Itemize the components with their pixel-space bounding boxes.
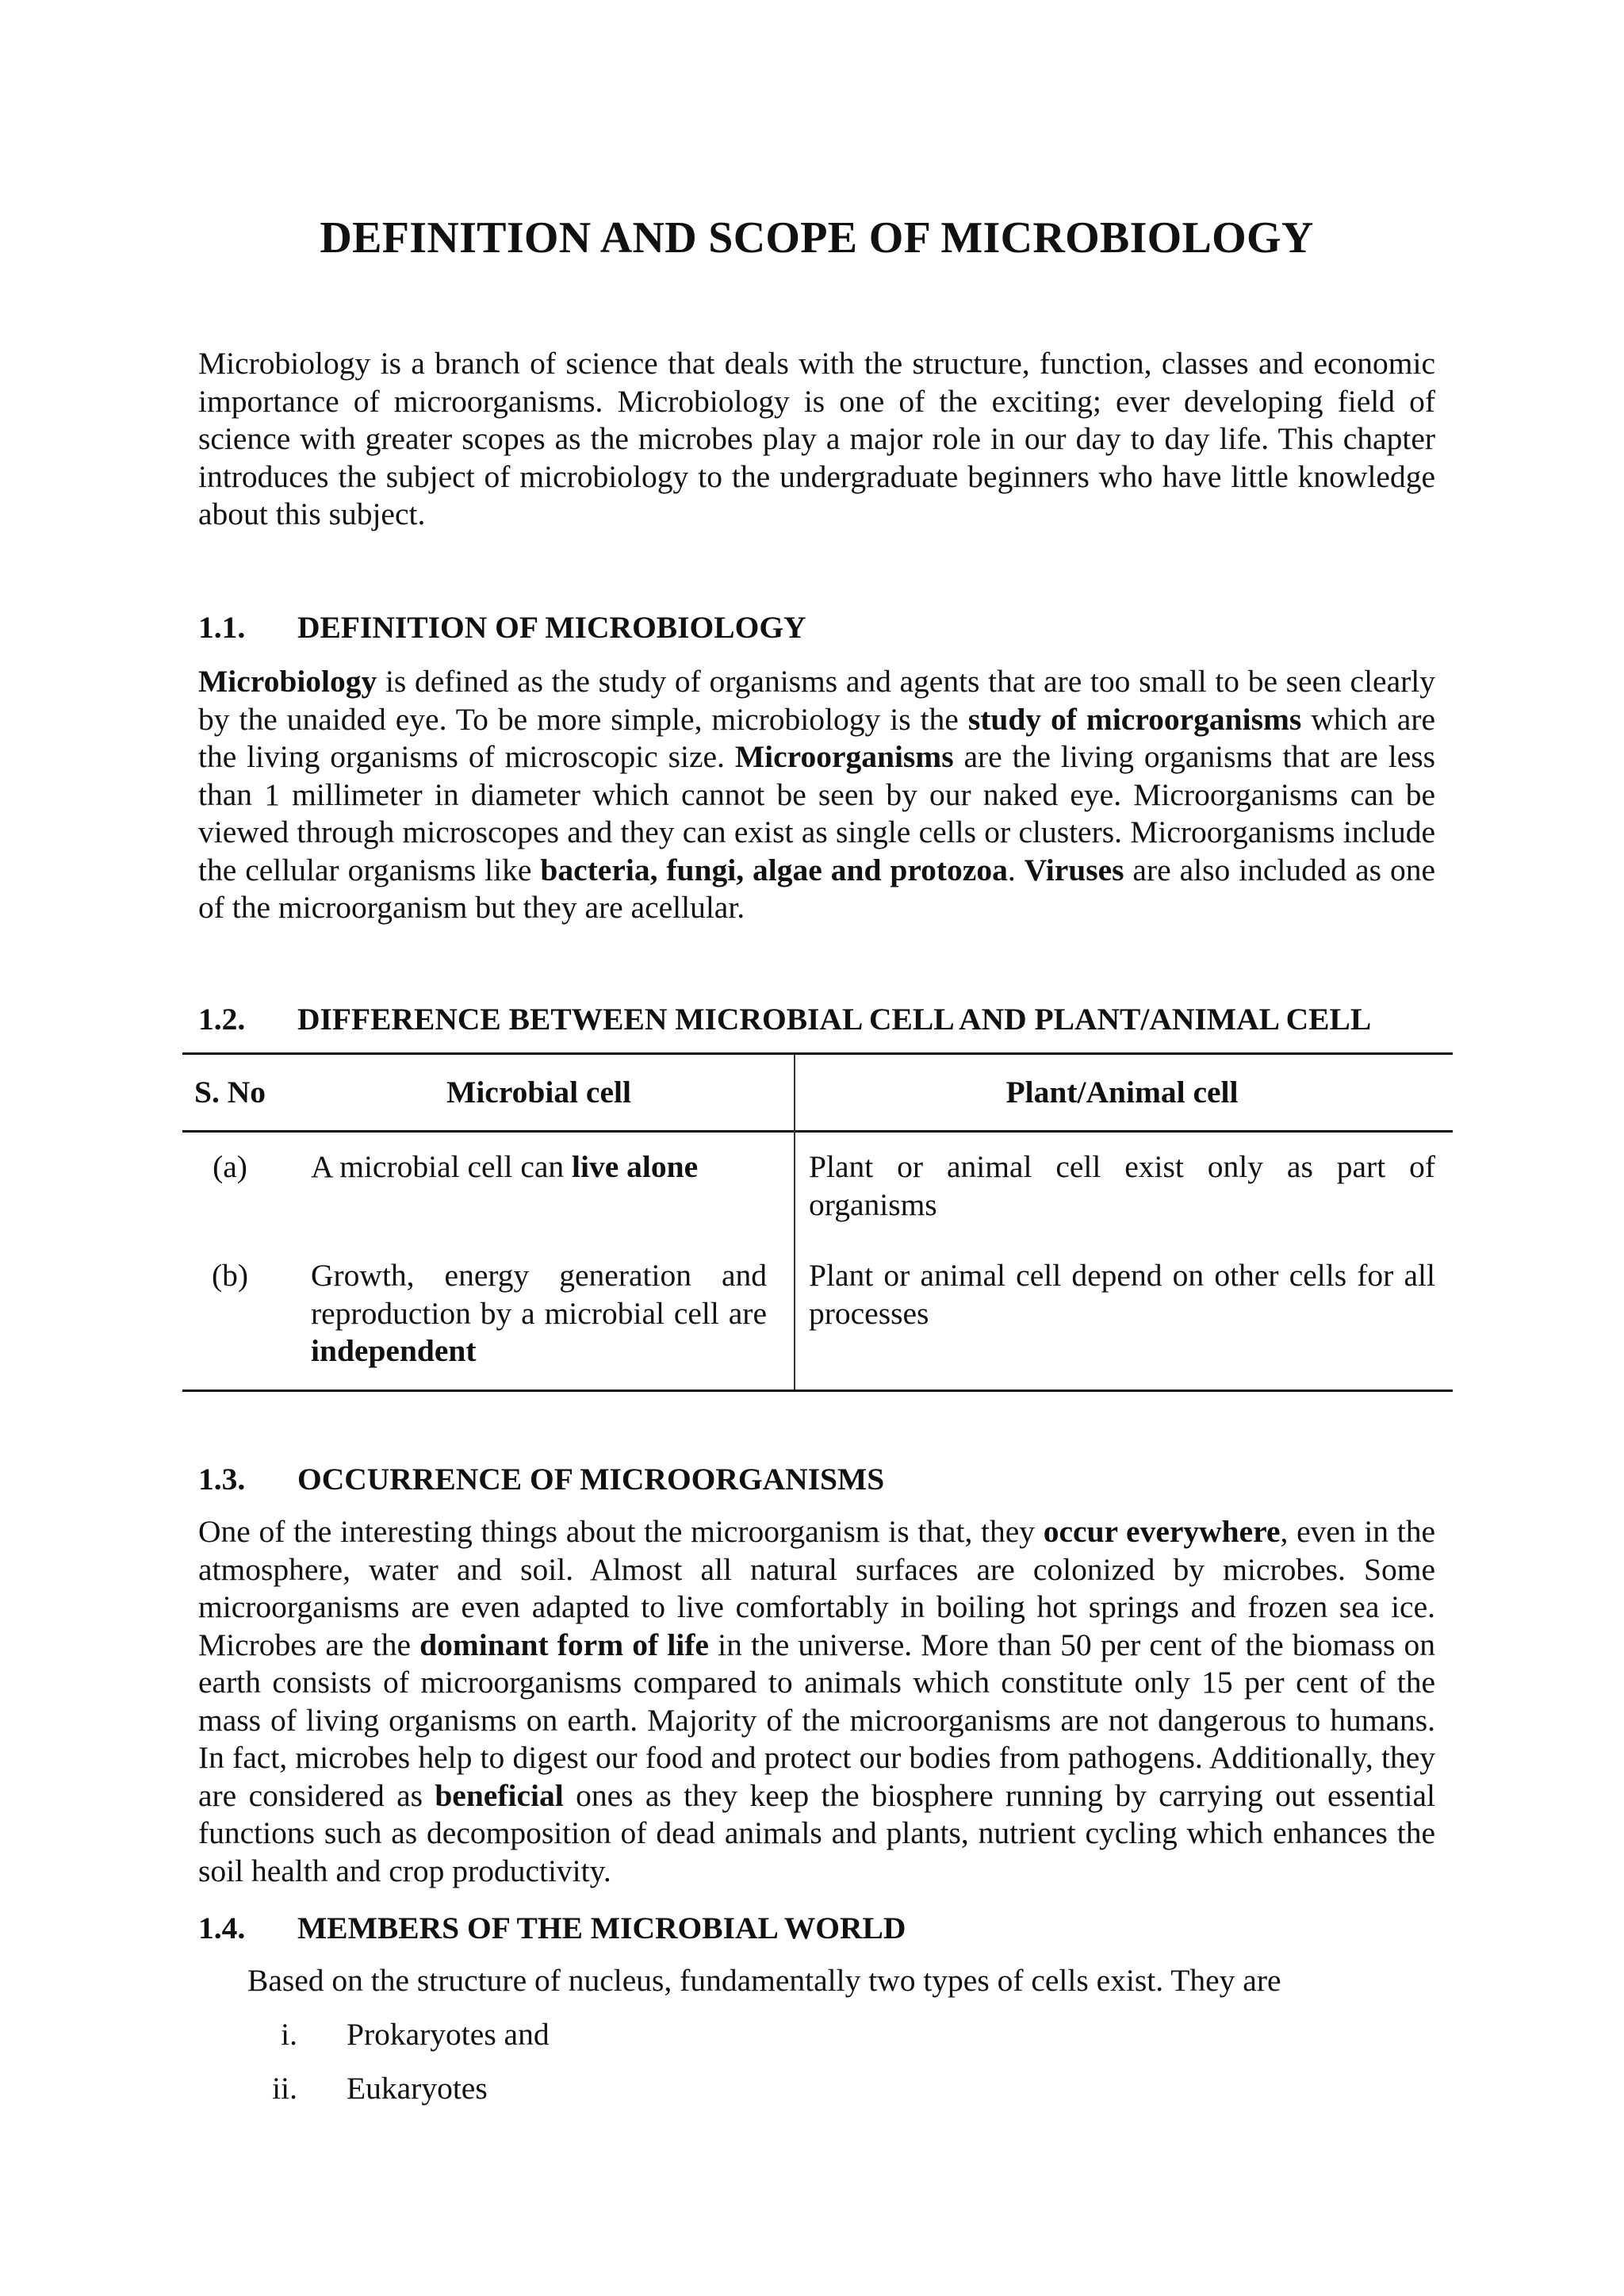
section-number: 1.1.	[198, 610, 246, 645]
text-run: Microbiology is a branch of science that deals with the structure, function, classes and economic importance of microorganisms. Microbiology is one of the exciting; ever developing field of science with greater scopes as the microbes play a major role in our day to day life. This chapter introduces the subject of microbiology to the undergraduate beginners who have little knowledge about this subject.	[198, 346, 1435, 531]
section-1-3-heading	[198, 1461, 1483, 1497]
row-b-plant	[809, 1257, 1435, 1332]
section-number: 1.3.	[198, 1462, 246, 1497]
row-a-plant	[809, 1148, 1435, 1224]
section-number: 1.4.	[198, 1911, 246, 1945]
intro-paragraph	[198, 345, 1435, 534]
header-sno: S. No	[194, 1075, 266, 1110]
text-run: are also included as one of the microorganism but they are acellular.	[198, 852, 1436, 925]
text-run: which are the living organisms of microscopic size.	[198, 701, 1436, 774]
row-b-sno: (b)	[211, 1258, 249, 1293]
row-b-microbial	[311, 1257, 767, 1370]
bold-text-run: Microorganisms	[734, 739, 954, 774]
section-title: OCCURRENCE OF MICROORGANISMS	[297, 1462, 885, 1497]
bold-text-run: occur everywhere	[1043, 1514, 1281, 1549]
bold-text-run: dominant form of life	[419, 1627, 709, 1662]
text-run: ones as they keep the biosphere running by carrying out essential functions such as decomposition of dead animals and plants, nutrient cycling which enhances the soil health and crop productivity.	[198, 1777, 1435, 1888]
members-intro: Based on the structure of nucleus, fundamentally two types of cells exist. They are	[247, 1963, 1281, 1998]
section-number: 1.2.	[198, 1002, 246, 1037]
list-marker: i.	[281, 2017, 297, 2052]
document-page	[194, 0, 1436, 2296]
section-1-1-heading	[198, 609, 1483, 646]
text-run: A microbial cell can	[311, 1149, 573, 1184]
bold-text-run: study of microorganisms	[967, 701, 1302, 737]
table-header-row	[182, 1055, 1453, 1133]
text-run: , even in the atmosphere, water and soil. Almost all natural surfaces are colonized by microbes. Some microorganisms are even adapted to live comfortably in boiling hot springs and frozen sea ice. Microbes are the	[198, 1514, 1435, 1662]
text-run: Growth, energy generation and reproduction by a microbial cell are	[311, 1258, 767, 1331]
section-1-4-heading	[198, 1910, 1483, 1946]
bold-text-run: Viruses	[1024, 852, 1124, 887]
header-plant-animal-cell: Plant/Animal cell	[1005, 1075, 1239, 1110]
list-text: Eukaryotes	[347, 2071, 488, 2106]
row-a-microbial	[311, 1148, 767, 1186]
list-marker: ii.	[272, 2071, 297, 2106]
bold-text-run: independent	[311, 1333, 477, 1368]
text-run: One of the interesting things about the microorganism is that, they	[198, 1514, 1044, 1549]
section-1-2-heading	[198, 1001, 1483, 1037]
text-run: in the universe. More than 50 per cent of the biomass on earth consists of microorganisms compared to animals which constitute only 15 per cent of the mass of living organisms on earth. Majority of the microorganisms are not dangerous to humans. In fact, microbes help to digest our food and protect our bodies from pathogens. Additionally, they are considered as	[198, 1627, 1435, 1813]
list-text: Prokaryotes and	[347, 2017, 550, 2052]
row-a-sno: (a)	[213, 1149, 247, 1184]
text-run: Plant or animal cell depend on other cells for all processes	[809, 1258, 1435, 1331]
definition-paragraph	[198, 663, 1435, 927]
section-title: MEMBERS OF THE MICROBIAL WORLD	[297, 1911, 906, 1945]
section-title: DIFFERENCE BETWEEN MICROBIAL CELL AND PLANT/ANIMAL CELL	[297, 1002, 1372, 1037]
page-title: DEFINITION AND SCOPE OF MICROBIOLOGY	[320, 213, 1314, 263]
text-run: Plant or animal cell exist only as part of organisms	[809, 1149, 1435, 1222]
header-microbial-cell: Microbial cell	[446, 1075, 631, 1110]
bold-text-run: bacteria, fungi, algae and protozoa	[540, 852, 1008, 887]
section-title: DEFINITION OF MICROBIOLOGY	[297, 610, 806, 645]
bold-text-run: beneficial	[435, 1777, 564, 1813]
text-run: is defined as the study of organisms and agents that are too small to be seen clearly by the unaided eye. To be more simple, microbiology is the	[198, 664, 1435, 737]
text-run: .	[1007, 852, 1025, 887]
occurrence-paragraph	[198, 1513, 1435, 1890]
comparison-table	[182, 1052, 1453, 1392]
bold-text-run: live alone	[572, 1149, 699, 1184]
bold-text-run: Microbiology	[198, 664, 377, 699]
column-divider	[794, 1055, 795, 1389]
text-run: are the living organisms that are less than 1 millimeter in diameter which cannot be seen by our naked eye. Microorganisms can be viewed through microscopes and they can exist as single cells or clusters. Microorganisms include the cellular organisms like	[198, 739, 1436, 887]
